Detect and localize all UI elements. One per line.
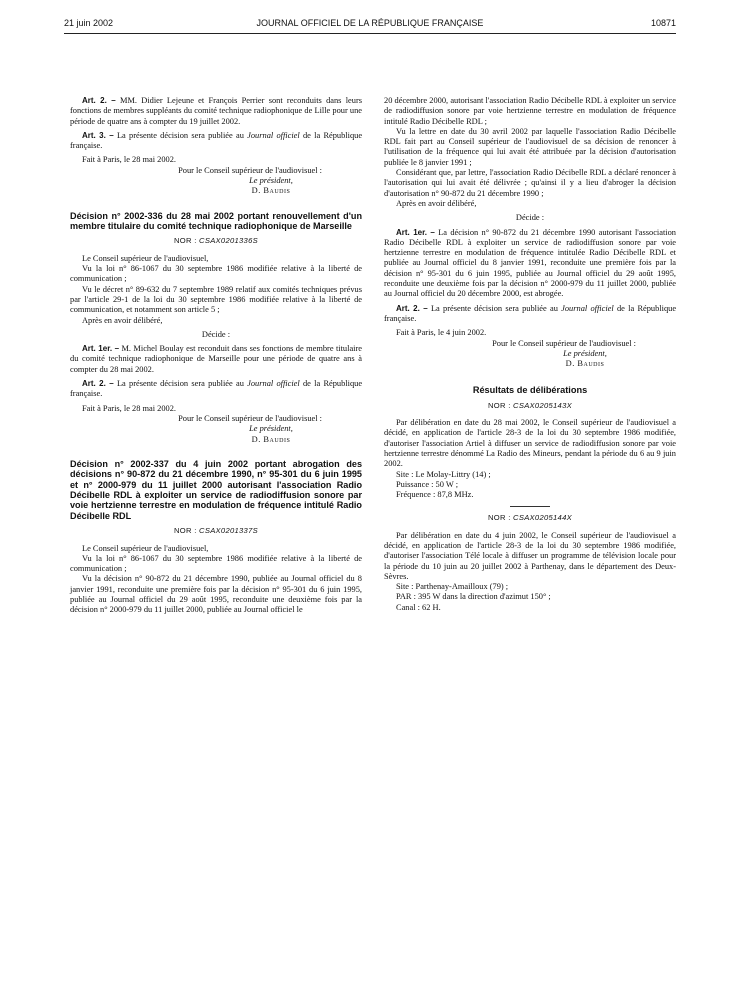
running-header	[64, 18, 676, 32]
signature-line: Pour le Conseil supérieur de l'audiovisuel :	[492, 338, 636, 348]
paragraph: Considérant que, par lettre, l'association Radio Décibelle RDL a déclaré renoncer à l'autorisation qui lui avait été délivrée ; qu'ainsi il y a lieu d'abroger la décision d'autorisation n° 90-872 du 21 décembre 1990 ;	[384, 168, 676, 198]
section-title: Résultats de délibérations	[472, 385, 588, 396]
paragraph: Le Conseil supérieur de l'audiovisuel,	[82, 543, 209, 553]
paragraph: Art. 3. – La présente décision sera publiée au Journal officiel de la République française.	[70, 130, 363, 151]
signature-line: Pour le Conseil supérieur de l'audiovisuel :	[178, 165, 322, 175]
signature-role: Le président,	[249, 424, 293, 434]
nor-reference: NOR : CSAX0205144X	[488, 513, 572, 523]
signature-name: D. Baudis	[251, 434, 291, 444]
paragraph: Art. 2. – MM. Didier Lejeune et François Perrier sont reconduits dans leurs fonctions de membres suppléants du comité technique radiophonique de Lille pour une période de quatre ans à compter du 19 juillet 2002.	[70, 96, 362, 126]
paragraph: Par délibération en date du 4 juin 2002, le Conseil supérieur de l'audiovisuel a décidé, en application de l'article 28-3 de la loi du 30 septembre 1986 modifiée, d'autoriser l'association Télé locale à diffuser un programme de télévision locale pour la période du 10 juin au 20 juillet 2002 à Parthenay, dans le département des Deux-Sèvres.	[384, 530, 676, 581]
header-date: 21 juin 2002	[64, 18, 114, 28]
paragraph: PAR : 395 W dans la direction d'azimut 150° ;	[396, 592, 551, 602]
paragraph: Site : Le Molay-Littry (14) ;	[396, 469, 491, 479]
fait-line: Fait à Paris, le 28 mai 2002.	[82, 155, 176, 165]
paragraph: Vu la lettre en date du 30 avril 2002 par laquelle l'association Radio Décibelle RDL fait part au Conseil supérieur de l'audiovisuel de sa décision de renoncer à l'utilisation de la fréquence qui lui avait été attribuée par la décision d'autorisation publiée le 8 janvier 1991 ;	[384, 126, 676, 167]
paragraph: Art. 1er. – La décision n° 90-872 du 21 décembre 1990 autorisant l'association Radio Décibelle RDL à exploiter un service de radiodiffusion sonore par voie hertzienne terrestre en modulation de fréquence intitulée Radio Décibelle RDL et publiée au Journal officiel du 8 janvier 1991, reconduite une première fois par la décision n° 95-301 du 6 juin 1995, publiée au Journal officiel du 29 août 1995, reconduite une deuxième fois par la décision n° 2000-979 du 11 juillet 2000, publiée au Journal officiel du 20 décembre 2000, est abrogée.	[384, 227, 676, 299]
paragraph: Après en avoir délibéré,	[396, 198, 477, 208]
paragraph: Puissance : 50 W ;	[396, 479, 459, 489]
paragraph: Vu la décision n° 90-872 du 21 décembre 1990, publiée au Journal officiel du 8 janvier 1991, reconduite une première fois par la décision n° 95-301 du 6 juin 1995, publiée au Journal officiel du 29 août 1995, reconduite une deuxième fois par la décision n° 2000-979 du 11 juillet 2000, publiée au Journal officiel le	[70, 574, 362, 615]
paragraph: Canal : 62 H.	[396, 602, 441, 612]
paragraph: Art. 2. – La présente décision sera publiée au Journal officiel de la République française.	[384, 303, 677, 323]
decision-title: Décision n° 2002-336 du 28 mai 2002 portant renouvellement d'un membre titulaire du comité technique radiophonique de Marseille	[70, 210, 362, 232]
header-title: JOURNAL OFFICIEL DE LA RÉPUBLIQUE FRANÇAISE	[256, 18, 484, 28]
paragraph: Vu la loi n° 86-1067 du 30 septembre 1986 modifiée relative à la liberté de communication ;	[70, 264, 362, 284]
right-column	[384, 96, 676, 613]
separator-rule	[510, 506, 550, 507]
decision-title: Décision n° 2002-337 du 4 juin 2002 portant abrogation des décisions n° 90-872 du 21 décembre 1990, n° 95-301 du 6 juin 1995 et n° 2000-979 du 11 juillet 2000 autorisant l'association Radio Décibelle RDL à exploiter un service de radiodiffusion sonore par voie hertzienne terrestre en modulation de fréquence intitulé Radio Décibelle RDL	[70, 458, 362, 521]
signature-role: Le président,	[563, 348, 607, 358]
paragraph: 20 décembre 2000, autorisant l'association Radio Décibelle RDL à exploiter un service de radiodiffusion sonore par voie hertzienne terrestre en modulation de fréquence intitulé Radio Décibelle RDL ;	[384, 96, 676, 126]
fait-line: Fait à Paris, le 28 mai 2002.	[82, 403, 176, 413]
paragraph: Art. 2. – La présente décision sera publiée au Journal officiel de la République française.	[70, 379, 363, 399]
fait-line: Fait à Paris, le 4 juin 2002.	[396, 328, 487, 338]
nor-reference: NOR : CSAX0201336S	[174, 236, 258, 246]
nor-reference: NOR : CSAX0205143X	[488, 400, 572, 410]
paragraph: Après en avoir délibéré,	[82, 315, 163, 325]
left-column	[70, 96, 362, 616]
signature-line: Pour le Conseil supérieur de l'audiovisuel :	[178, 413, 322, 423]
paragraph: Par délibération en date du 28 mai 2002, le Conseil supérieur de l'audiovisuel a décidé, en application de l'article 28-3 de la loi du 30 septembre 1986 modifiée, d'autoriser l'association Artiel à diffuser un service de radiodiffusion sonore par voie hertzienne terrestre dénommé La Radio des Mineurs, pendant la période du 6 au 9 juin 2002.	[384, 418, 676, 469]
paragraph: Le Conseil supérieur de l'audiovisuel,	[82, 253, 209, 263]
signature-role: Le président,	[249, 176, 293, 186]
paragraph: Art. 1er. – M. Michel Boulay est reconduit dans ses fonctions de membre titulaire du comité technique radiophonique de Marseille pour une période de quatre ans à compter du 28 mai 2002.	[70, 344, 362, 374]
paragraph: Site : Parthenay-Amailloux (79) ;	[396, 582, 509, 592]
paragraph: Vu la loi n° 86-1067 du 30 septembre 1986 modifiée relative à la liberté de communication ;	[70, 553, 362, 574]
paragraph: Vu le décret n° 89-632 du 7 septembre 1989 relatif aux comités techniques prévus par l'article 29-1 de la loi du 30 septembre 1986 modifiée relative à la liberté de communication, et notamment son article 5 ;	[70, 284, 362, 315]
decide-label: Décide :	[201, 329, 231, 339]
header-rule	[64, 33, 676, 34]
page-number: 10871	[650, 18, 676, 28]
signature-name: D. Baudis	[251, 186, 291, 196]
nor-reference: NOR : CSAX0201337S	[174, 526, 258, 536]
signature-name: D. Baudis	[565, 359, 605, 369]
decide-label: Décide :	[515, 213, 545, 223]
paragraph: Fréquence : 87,8 MHz.	[396, 490, 474, 500]
